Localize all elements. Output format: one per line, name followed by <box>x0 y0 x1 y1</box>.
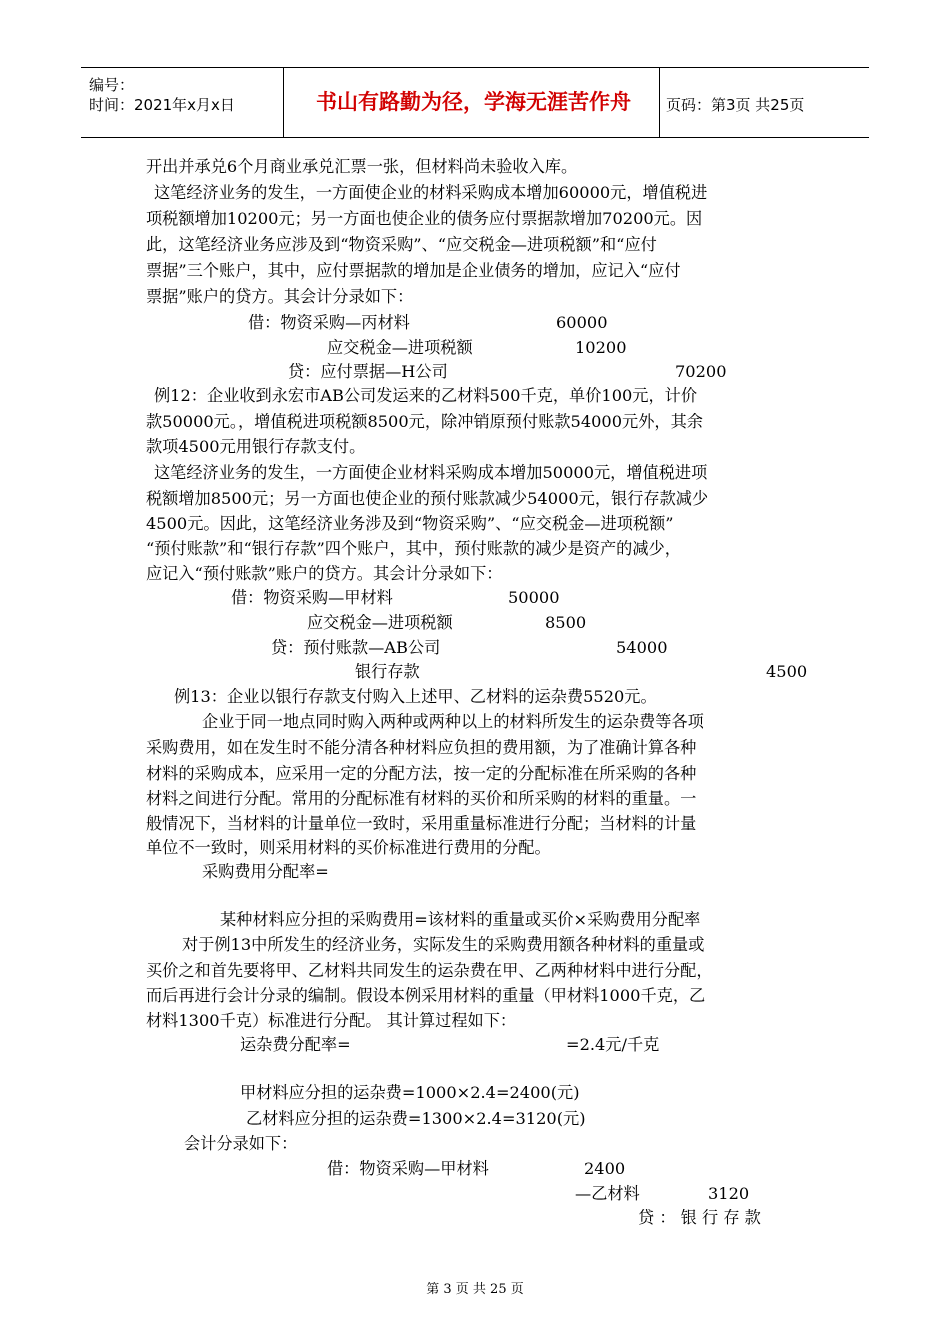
page-indicator: 页码：第3页 共25页 <box>666 96 805 114</box>
journal-amount: 54000 <box>616 638 668 657</box>
page-footer: 第 3 页 共 25 页 <box>426 1282 524 1297</box>
formula-label: 运杂费分配率= <box>240 1035 351 1054</box>
calculation-line: 乙材料应分担的运杂费=1300×2.4=3120(元) <box>246 1109 586 1128</box>
journal-account: 贷 ： 银 行 存 款 <box>638 1208 761 1227</box>
text-line: 项税额增加10200元；另一方面也使企业的债务应付票据款增加70200元。因 <box>146 209 703 228</box>
document-number-label: 编号： <box>89 76 135 94</box>
journal-account: 贷：预付账款—AB公司 <box>271 638 441 657</box>
text-line: 例13：企业以银行存款支付购入上述甲、乙材料的运杂费5520元。 <box>174 687 657 706</box>
formula-label: 采购费用分配率= <box>202 862 329 881</box>
text-line: 款50000元。，增值税进项税额8500元，除冲销原预付账款54000元外，其余 <box>146 412 703 431</box>
text-line: 这笔经济业务的发生，一方面使企业的材料采购成本增加60000元，增值税进 <box>154 183 708 202</box>
text-line: 买价之和首先要将甲、乙材料共同发生的运杂费在甲、乙两种材料中进行分配， <box>146 961 713 980</box>
text-line: 材料之间进行分配。常用的分配标准有材料的买价和所采购的材料的重量。一 <box>146 789 697 808</box>
journal-amount: 70200 <box>675 362 727 381</box>
text-line: 税额增加8500元；另一方面也使企业的预付账款减少54000元，银行存款减少 <box>146 489 709 508</box>
text-line: 4500元。因此，这笔经济业务涉及到“物资采购”、“应交税金—进项税额” <box>146 514 674 533</box>
journal-amount: 60000 <box>556 313 608 332</box>
text-line: 般情况下，当材料的计量单位一致时，采用重量标准进行分配；当材料的计量 <box>146 814 697 833</box>
journal-amount: 10200 <box>575 338 627 357</box>
header-divider <box>283 68 284 137</box>
journal-account: 应交税金—进项税额 <box>307 613 453 632</box>
formula-result: =2.4元/千克 <box>566 1035 660 1054</box>
journal-account: 银行存款 <box>355 662 420 681</box>
header-divider <box>659 68 660 137</box>
text-line: 材料1300千克）标准进行分配。 其计算过程如下： <box>146 1011 517 1030</box>
text-line: 此，这笔经济业务应涉及到“物资采购”、“应交税金—进项税额”和“应付 <box>146 235 657 254</box>
journal-account: —乙材料 <box>575 1184 640 1203</box>
header-motto: 书山有路勤为径，学海无涯苦作舟 <box>316 90 631 114</box>
journal-account: 贷：应付票据—H公司 <box>288 362 448 381</box>
journal-amount: 50000 <box>508 588 560 607</box>
page-header <box>81 67 869 138</box>
text-line: 单位不一致时，则采用材料的买价标准进行费用的分配。 <box>146 838 551 857</box>
journal-account: 借：物资采购—丙材料 <box>248 313 410 332</box>
journal-account: 借：物资采购—甲材料 <box>327 1159 489 1178</box>
text-line: 票据”三个账户，其中，应付票据款的增加是企业债务的增加，应记入“应付 <box>146 261 681 280</box>
calculation-line: 甲材料应分担的运杂费=1000×2.4=2400(元) <box>240 1083 580 1102</box>
text-line: 例12：企业收到永宏市AB公司发运来的乙材料500千克，单价100元，计价 <box>154 386 698 405</box>
document-date-label: 时间：2021年x月x日 <box>89 96 235 114</box>
text-line: 会计分录如下： <box>184 1134 298 1153</box>
journal-amount: 3120 <box>708 1184 750 1203</box>
text-line: 款项4500元用银行存款支付。 <box>146 437 366 456</box>
text-line: 开出并承兑6个月商业承兑汇票一张，但材料尚未验收入库。 <box>146 157 578 176</box>
text-line: “预付账款”和“银行存款”四个账户，其中，预付账款的减少是资产的减少， <box>146 539 681 558</box>
text-line: 采购费用，如在发生时不能分清各种材料应负担的费用额，为了准确计算各种 <box>146 738 697 757</box>
text-line: 这笔经济业务的发生，一方面使企业材料采购成本增加50000元，增值税进项 <box>154 463 708 482</box>
formula-line: 某种材料应分担的采购费用=该材料的重量或买价×采购费用分配率 <box>220 910 701 929</box>
journal-amount: 8500 <box>545 613 587 632</box>
text-line: 而后再进行会计分录的编制。假设本例采用材料的重量（甲材料1000千克，乙 <box>146 986 706 1005</box>
journal-account: 应交税金—进项税额 <box>327 338 473 357</box>
text-line: 对于例13中所发生的经济业务，实际发生的采购费用额各种材料的重量或 <box>182 935 705 954</box>
text-line: 票据”账户的贷方。其会计分录如下： <box>146 287 414 306</box>
text-line: 企业于同一地点同时购入两种或两种以上的材料所发生的运杂费等各项 <box>202 712 704 731</box>
journal-amount: 2400 <box>584 1159 626 1178</box>
text-line: 材料的采购成本，应采用一定的分配方法，按一定的分配标准在所采购的各种 <box>146 764 697 783</box>
journal-amount: 4500 <box>766 662 808 681</box>
journal-account: 借：物资采购—甲材料 <box>231 588 393 607</box>
text-line: 应记入“预付账款”账户的贷方。其会计分录如下： <box>146 564 503 583</box>
